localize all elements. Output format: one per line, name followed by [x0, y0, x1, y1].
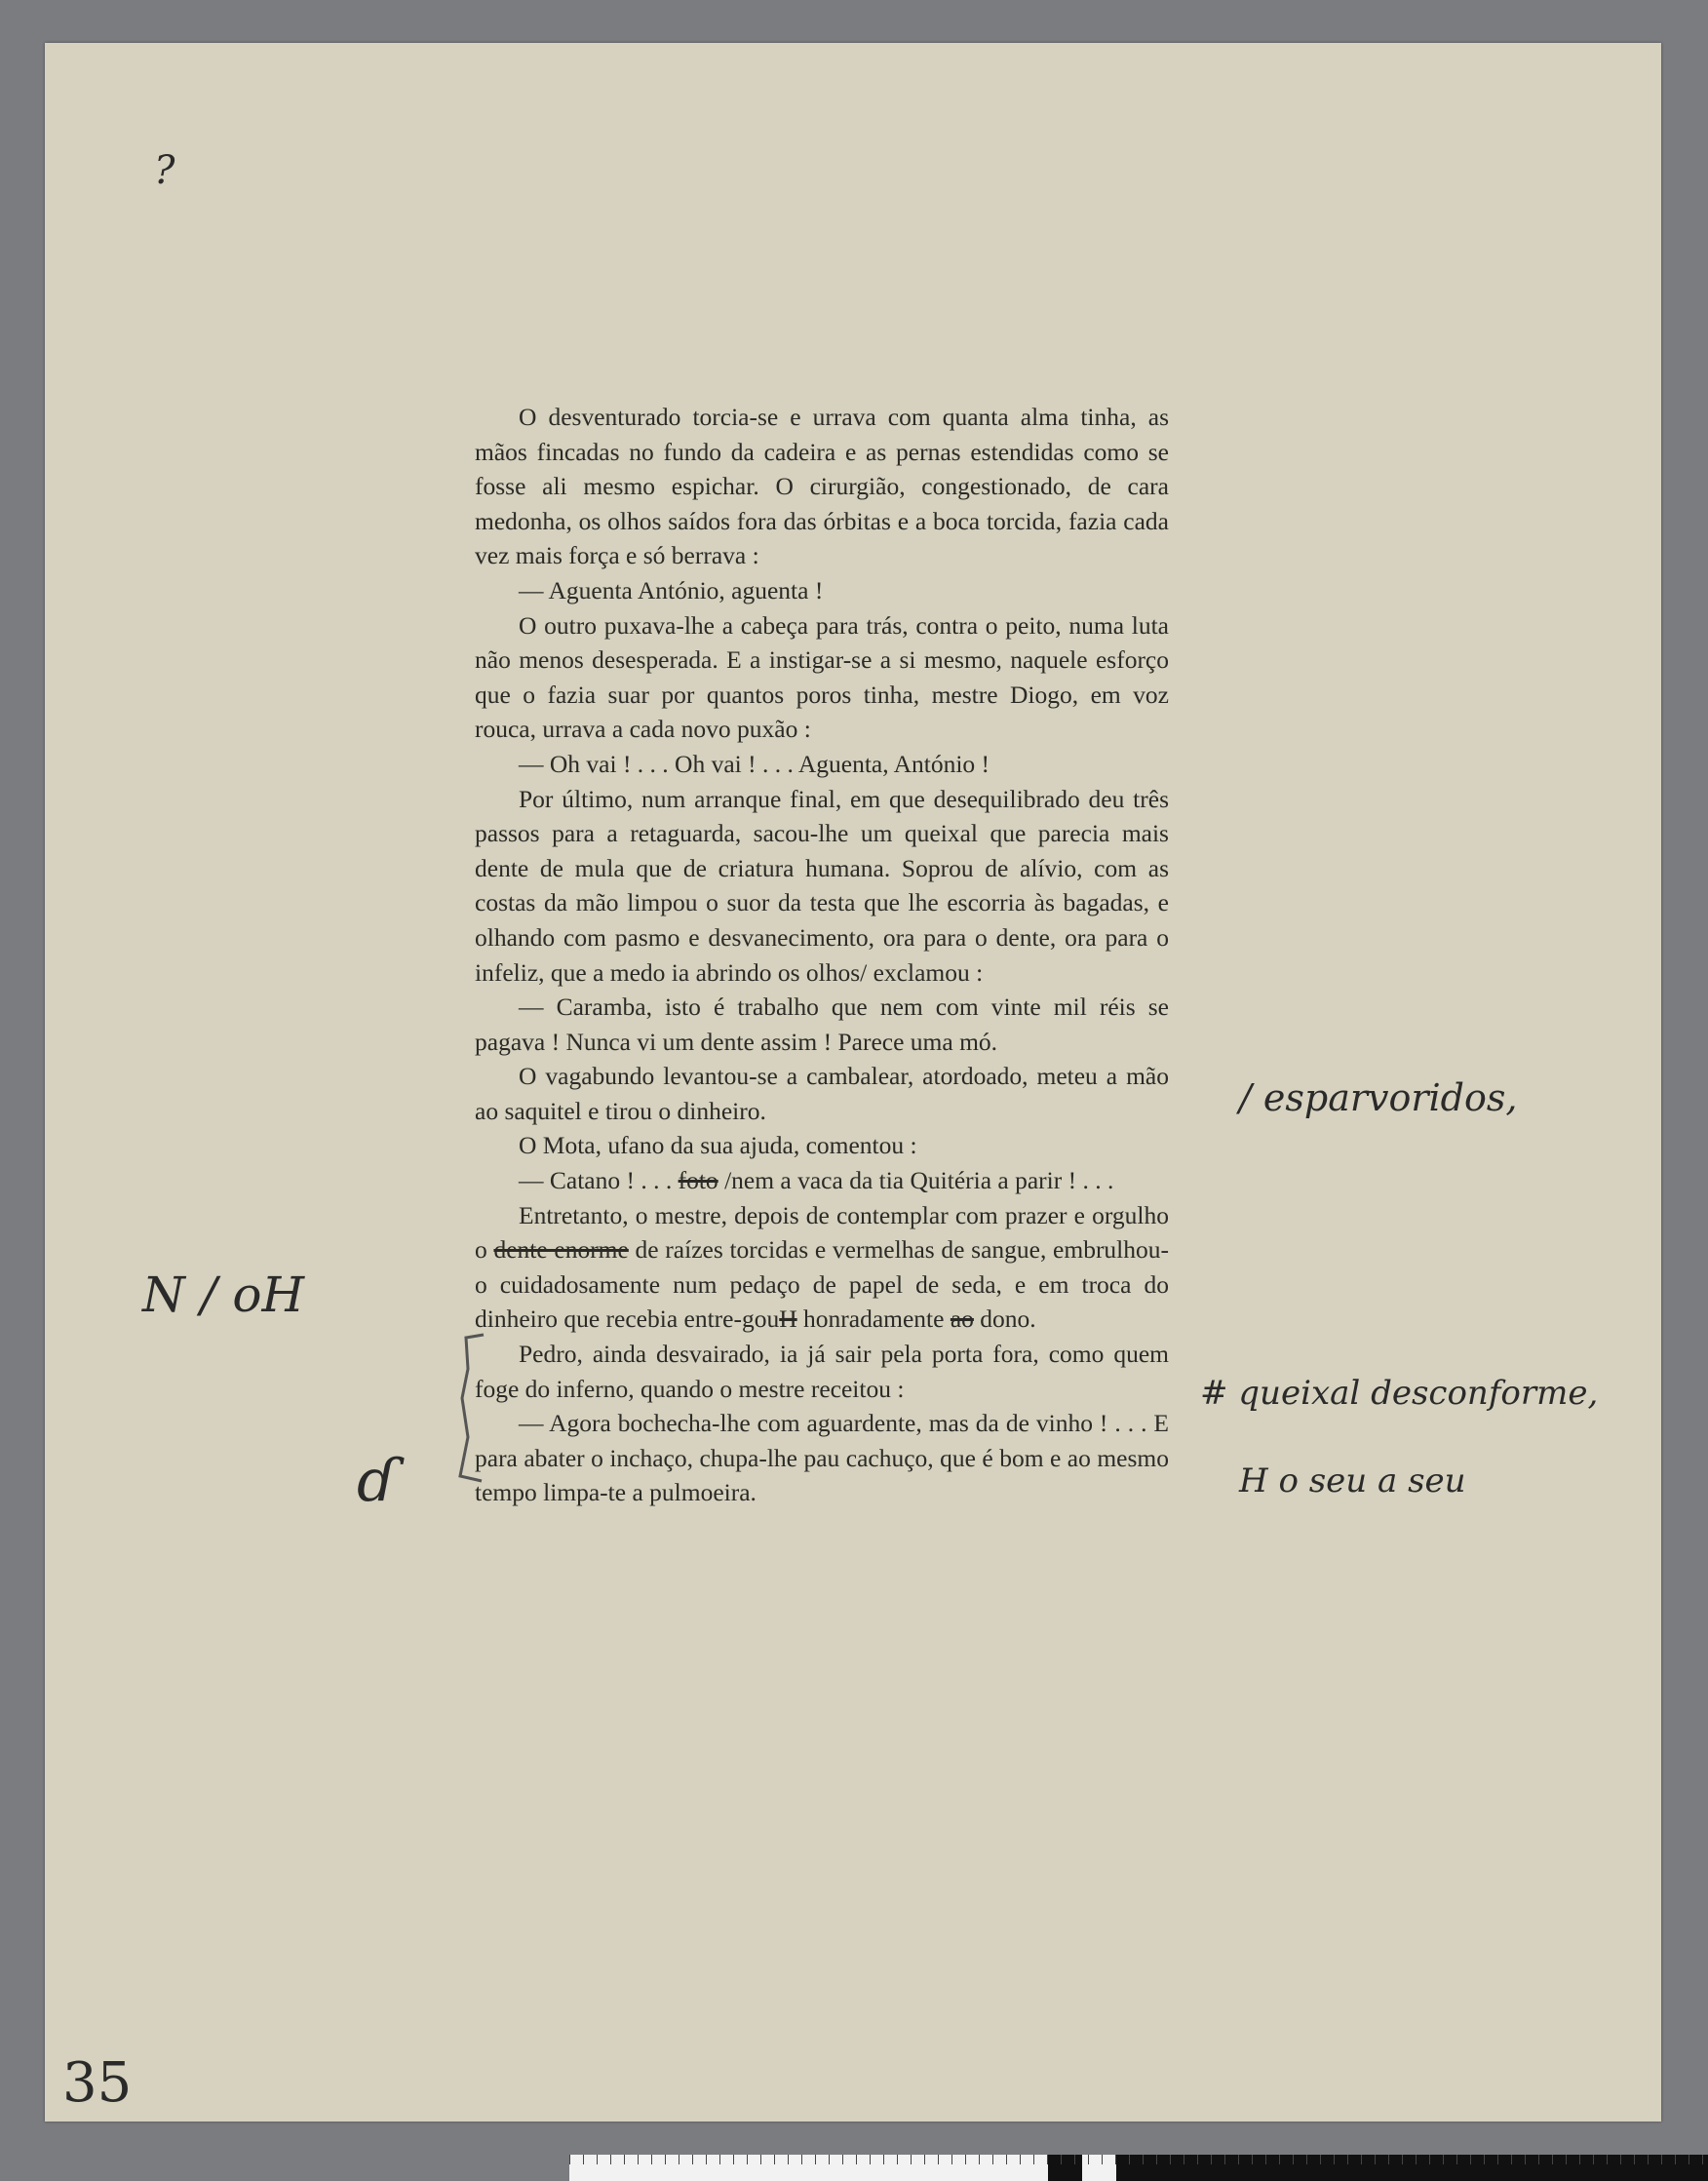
note-queixal: # queixal desconforme, — [1200, 1374, 1599, 1413]
bracket-mark — [454, 1330, 493, 1486]
paragraph-catano: — Catano ! . . . foto /nem a vaca da tia Quitéria a parir ! . . . — [519, 1166, 1114, 1195]
paragraph-4: — Oh vai ! . . . Oh vai ! . . . Aguenta, António ! — [519, 749, 990, 778]
manuscript-page — [45, 43, 1661, 2122]
paragraph-6: — Caramba, isto é trabalho que nem com vinte mil réis se pagava ! Nunca vi um dente assim ! Parece uma mó. — [475, 993, 1169, 1056]
typed-text-block — [475, 400, 1169, 1510]
note-left-symbol: ɗ — [357, 1447, 397, 1515]
paragraph-2: — Aguenta António, aguenta ! — [519, 575, 824, 604]
struck-phrase: dente enorme — [493, 1235, 629, 1265]
paragraph-7: O vagabundo levantou-se a cambalear, atordoado, meteu a mão ao saquitel e tirou o dinheiro. — [475, 1062, 1169, 1125]
note-esparvoridos: / esparvoridos, — [1239, 1076, 1518, 1119]
struck-word: foto — [678, 1166, 718, 1195]
paragraph-8: O Mota, ufano da sua ajuda, comentou : — [519, 1131, 917, 1160]
page-number: 35 — [62, 2051, 133, 2115]
paragraph-pedro: Pedro, ainda desvairado, ia já sair pela porta fora, como quem foge do inferno, quando o mestre receitou : — [475, 1340, 1169, 1403]
paragraph-3: O outro puxava-lhe a cabeça para trás, contra o peito, numa luta não menos desesperada. E a instigar-se a si mesmo, naquele esforço que o fazia suar por quantos poros tinha, mestre Diogo, em voz rouca, urrava a cada novo puxão : — [475, 610, 1169, 744]
note-left-mark: N / oH — [142, 1266, 305, 1323]
note-seu: H o seu a seu — [1239, 1461, 1466, 1500]
paragraph-entretanto: Entretanto, o mestre, depois de contemplar com prazer e orgulho o dente enorme de raízes torcidas e vermelhas de sangue, embrulhou-o cuidadosamente num pedaço de papel de seda, e em troca do dinheiro que recebia entre-gouH honradamente ao dono. — [475, 1200, 1170, 1334]
color-scale-bar — [569, 2155, 1708, 2181]
paragraph-1: O desventurado torcia-se e urrava com quanta alma tinha, as mãos fincadas no fundo da cadeira e as pernas estendidas como se fosse ali mesmo espichar. O cirurgião, congestionado, de cara medonha, os olhos saídos fora das órbitas e a boca torcida, fazia cada vez mais força e só berrava : — [475, 403, 1169, 570]
paragraph-agora: — Agora bochecha-lhe com aguardente, mas da de vinho ! . . . E para abater o inchaço, chupa-lhe pau cachuço, que é bom e ao mesmo tempo limpa-te a pulmoeira. — [475, 1409, 1169, 1507]
struck-mark: H — [779, 1305, 797, 1334]
struck-article: ao — [950, 1305, 974, 1334]
paragraph-5: Por último, num arranque final, em que desequilibrado deu três passos para a retaguarda, sacou-lhe um queixal que parecia mais dente de mula que de criatura humana. Soprou de alívio, com as costas da mão limpou o suor da testa que lhe escorria às bagadas, e olhando com pasmo e desvanecimento, ora para o dente, ora para o infeliz, que a medo ia abrindo os olhos/ exclamou : — [475, 784, 1169, 987]
corner-mark: ? — [154, 148, 175, 193]
